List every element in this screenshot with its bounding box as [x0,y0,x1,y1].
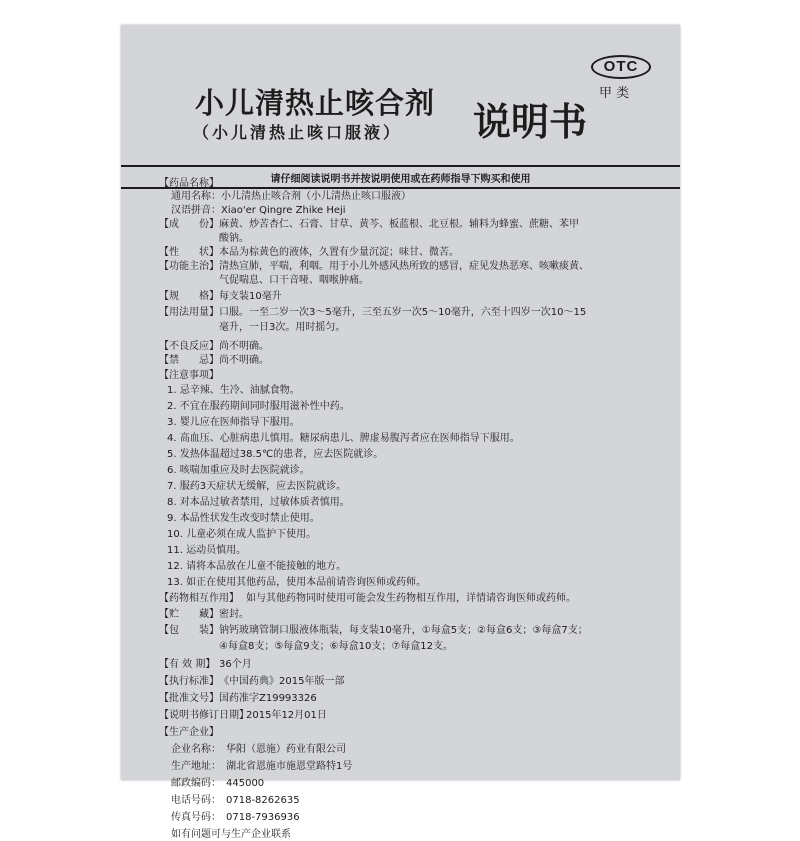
precautions-heading: 【注意事项】 [159,370,219,381]
contact-footer: 如有问题可与生产企业联系 [171,829,291,840]
common-name-row: 通用名称：小儿清热止咳合剂（小儿清热止咳口服液） [171,191,411,202]
precaution-item: 10. 儿童必须在成人监护下使用。 [167,529,317,540]
precaution-item: 3. 婴儿应在医师指导下服用。 [167,417,300,428]
company-address-row: 生产地址： 湖北省恩施市施恩堂路特1号 [171,761,353,772]
precaution-item: 12. 请将本品放在儿童不能接触的地方。 [167,561,347,572]
drug-name-heading: 【药品名称】 [159,178,219,189]
ingredients-row: 【成 份】麻黄、炒苦杏仁、石膏、甘草、黄芩、板蓝根、北豆根。辅料为蜂蜜、蔗糖、苯甲 [159,219,579,230]
ingredients-row-cont: 酸钠。 [219,233,249,244]
storage-row: 【贮 藏】密封。 [159,609,249,620]
company-fax-row: 传真号码： 0718-7936936 [171,812,300,823]
package-row: 【包 装】钠钙玻璃管制口服液体瓶装，每支装10毫升，①每盒5支；②每盒6支；③每盒7支； [159,625,588,636]
precaution-item: 8. 对本品过敏者禁用，过敏体质者慎用。 [167,497,350,508]
otc-class-label: 甲 类 [599,86,630,101]
instruction-leaflet [121,25,680,840]
contraindications-row: 【禁 忌】尚不明确。 [159,355,269,366]
approval-row: 【批准文号】国药准字Z19993326 [159,693,317,704]
standard-row: 【执行标准】《中国药典》2015年版一部 [159,676,345,687]
interactions-row: 【药物相互作用】 如与其他药物同时使用可能会发生药物相互作用，详情请咨询医师或药师。 [159,593,576,604]
precaution-item: 13. 如正在使用其他药品，使用本品前请咨询医师或药师。 [167,577,427,588]
dosage-row: 【用法用量】口服。一至二岁一次3～5毫升，三至五岁一次5～10毫升，六至十四岁一次10～15 [159,307,587,318]
precaution-item: 6. 咳喘加重应及时去医院就诊。 [167,465,310,476]
precaution-item: 5. 发热体温超过38.5℃的患者，应去医院就诊。 [167,449,384,460]
indications-row-cont: 气促喘息、口干音哑、咽喉肿痛。 [219,275,369,286]
package-row-cont: ④每盒8支；⑤每盒9支；⑥每盒10支；⑦每盒12支。 [219,641,454,652]
product-title: 小儿清热止咳合剂 [195,86,436,120]
company-zip-row: 邮政编码： 445000 [171,778,265,789]
company-name-row: 企业名称： 华阳（恩施）药业有限公司 [171,744,346,755]
adverse-row: 【不良反应】尚不明确。 [159,341,269,352]
product-subtitle: （小儿清热止咳口服液） [193,123,403,142]
manufacturer-heading: 【生产企业】 [159,727,219,738]
pinyin-row: 汉语拼音：Xiao'er Qingre Zhike Heji [171,205,346,216]
precaution-item: 9. 本品性状发生改变时禁止使用。 [167,513,320,524]
revision-row: 【说明书修订日期】2015年12月01日 [159,710,327,721]
precaution-item: 11. 运动员慎用。 [167,545,247,556]
dosage-row-cont: 毫升，一日3次。用时摇匀。 [219,322,346,333]
company-phone-row: 电话号码： 0718-8262635 [171,795,300,806]
precaution-item: 2. 不宜在服药期间同时服用滋补性中药。 [167,401,350,412]
precaution-item: 4. 高血压、心脏病患儿慎用。糖尿病患儿、脾虚易腹泻者应在医师指导下服用。 [167,433,520,444]
properties-row: 【性 状】本品为棕黄色的液体，久置有少量沉淀；味甘、微苦。 [159,247,459,258]
header-rule-top [121,165,680,167]
indications-row: 【功能主治】清热宣肺，平喘，利咽。用于小儿外感风热所致的感冒，症见发热恶寒、咳嗽痰黄、 [159,261,589,272]
otc-badge: OTC [591,55,651,79]
validity-row: 【有 效 期】 36个月 [159,659,252,670]
precaution-item: 7. 服药3天症状无缓解，应去医院就诊。 [167,481,347,492]
tagline: 请仔细阅读说明书并按说明使用或在药师指导下购买和使用 [270,174,531,185]
precaution-item: 1. 忌辛辣、生冷、油腻食物。 [167,385,300,396]
spec-row: 【规 格】每支装10毫升 [159,291,282,302]
manual-label: 说明书 [473,100,588,144]
